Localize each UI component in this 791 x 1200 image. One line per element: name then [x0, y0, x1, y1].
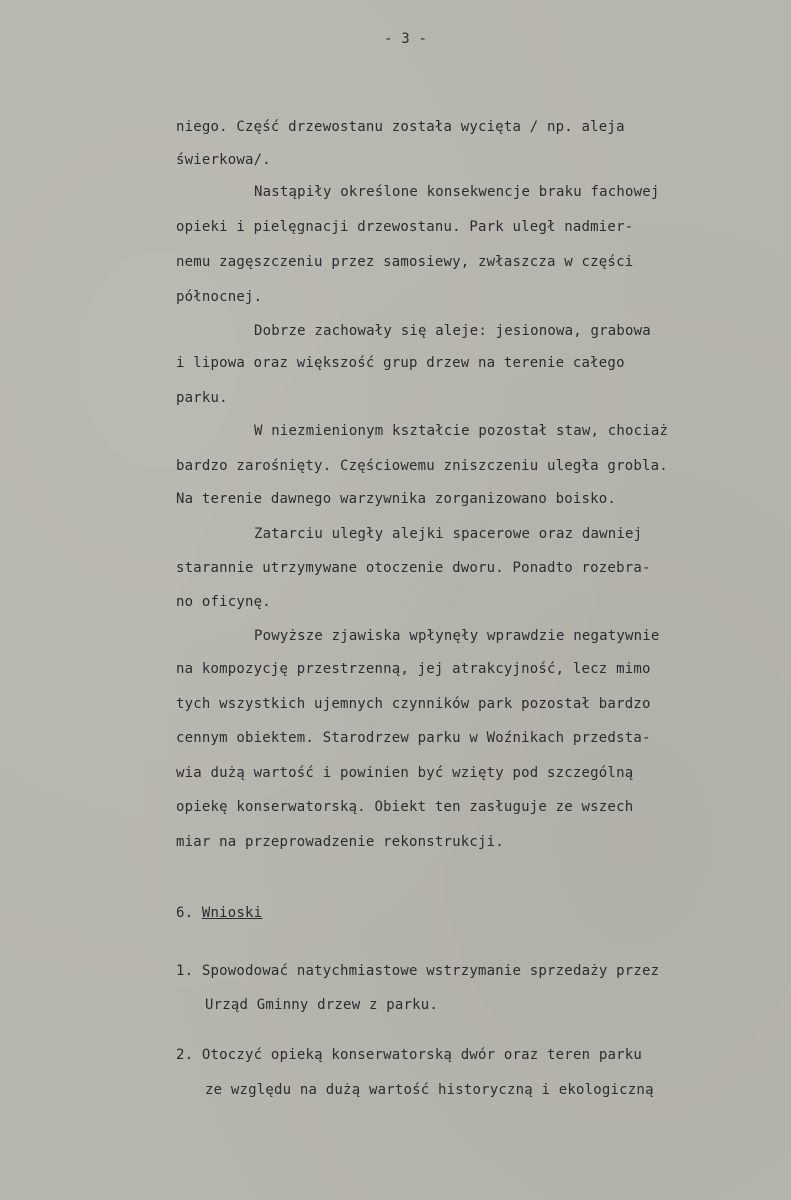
body-line: świerkowa/. [176, 152, 271, 168]
list-item-2 [176, 1046, 642, 1064]
list-item-text: Otoczyć opieką konserwatorską dwór oraz teren parku [201, 1047, 642, 1063]
section-heading [176, 904, 262, 922]
body-line: i lipowa oraz większość grup drzew na terenie całego [176, 355, 625, 371]
list-item-text: Spowodować natychmiastowe wstrzymanie sprzedaży przez [201, 963, 660, 979]
body-line: bardzo zarośnięty. Częściowemu zniszczeniu uległa grobla. [176, 458, 668, 474]
body-line: Powyższe zjawiska wpłynęły wprawdzie negatywnie [254, 628, 660, 644]
body-line: miar na przeprowadzenie rekonstrukcji. [176, 834, 504, 850]
body-line: Zatarciu uległy alejki spacerowe oraz dawniej [254, 526, 643, 542]
body-line: parku. [176, 390, 228, 406]
body-line: Na terenie dawnego warzywnika zorganizowano boisko. [176, 491, 617, 507]
section-heading-number: 6. [176, 905, 194, 921]
body-line: Nastąpiły określone konsekwencje braku fachowej [254, 184, 660, 200]
body-line: no oficynę. [176, 594, 271, 610]
list-item-1 [176, 962, 659, 980]
list-item-number: 1. [176, 963, 194, 979]
list-item-1-continuation: Urząd Gminny drzew z parku. [205, 997, 438, 1013]
body-line: nemu zagęszczeniu przez samosiewy, zwłaszcza w części [176, 254, 634, 270]
body-line: opieki i pielęgnacji drzewostanu. Park uległ nadmier- [176, 219, 634, 235]
body-line: na kompozycję przestrzenną, jej atrakcyjność, lecz mimo [176, 661, 651, 677]
page-number: - 3 - [384, 31, 428, 47]
body-line: niego. Część drzewostanu została wycięta / np. aleja [176, 119, 625, 135]
list-item-number: 2. [176, 1047, 194, 1063]
body-line: W niezmienionym kształcie pozostał staw, chociaż [254, 423, 669, 439]
body-line: Dobrze zachowały się aleje: jesionowa, grabowa [254, 323, 651, 339]
body-line: wia dużą wartość i powinien być wzięty pod szczególną [176, 765, 634, 781]
body-line: opiekę konserwatorską. Obiekt ten zasługuje ze wszech [176, 799, 634, 815]
body-line: tych wszystkich ujemnych czynników park pozostał bardzo [176, 696, 651, 712]
section-heading-label: Wnioski [201, 905, 263, 921]
list-item-2-continuation: ze względu na dużą wartość historyczną i ekologiczną [205, 1082, 654, 1098]
body-line: północnej. [176, 289, 263, 305]
body-line: cennym obiektem. Starodrzew parku w Woźnikach przedsta- [176, 730, 651, 746]
body-line: starannie utrzymywane otoczenie dworu. Ponadto rozebra- [176, 560, 651, 576]
